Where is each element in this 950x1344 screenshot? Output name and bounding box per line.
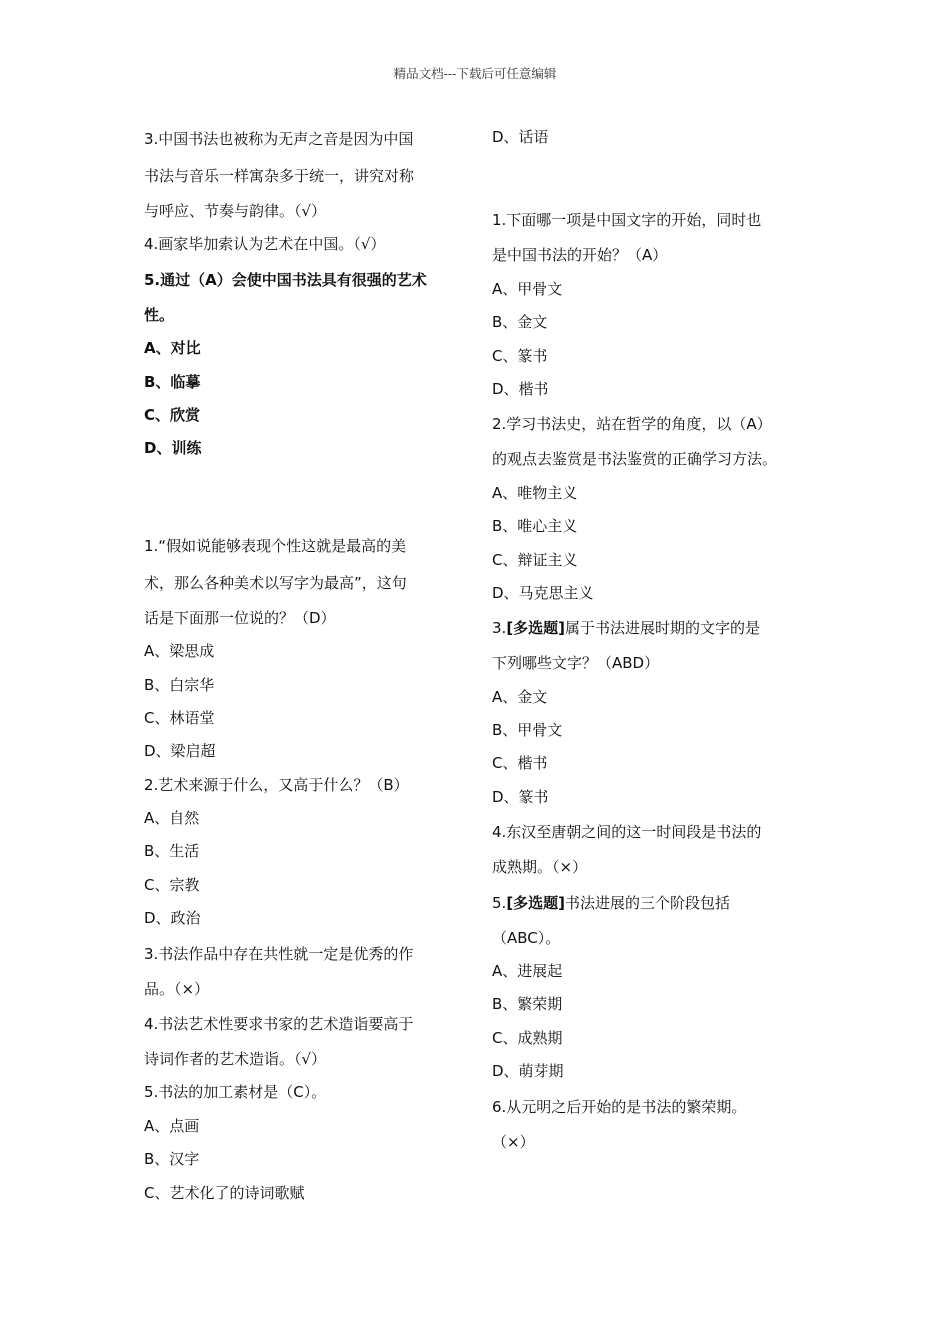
question-text: 4.东汉至唐朝之间的这一时间段是书法的 <box>492 823 762 842</box>
question-text: 1.下面哪一项是中国文字的开始，同时也 <box>492 211 762 230</box>
question-text: 性。 <box>144 305 175 324</box>
question-text: 5.通过（A）会使中国书法具有很强的艺术 <box>144 270 427 289</box>
question-text: （×） <box>492 1132 535 1151</box>
option-c: C、楷书 <box>492 754 548 773</box>
option-c: C、艺术化了的诗词歌赋 <box>144 1183 305 1202</box>
question-text: 与呼应、节奏与韵律。（√） <box>144 202 327 220</box>
question-text: 6.从元明之后开始的是书法的繁荣期。 <box>492 1097 747 1116</box>
left-column <box>144 121 462 1210</box>
option-b: B、临摹 <box>144 372 201 391</box>
page-header: 精品文档---下载后可任意编辑 <box>393 66 557 81</box>
question-text: 的观点去鉴赏是书法鉴赏的正确学习方法。 <box>492 450 778 469</box>
option-a: A、对比 <box>144 339 201 358</box>
question-text: 品。（×） <box>144 979 210 998</box>
question-text: 1.“假如说能够表现个性这就是最高的美 <box>144 536 407 555</box>
option-d: D、训练 <box>144 439 202 458</box>
question-text: 3.书法作品中存在共性就一定是优秀的作 <box>144 944 414 963</box>
option-b: B、金文 <box>492 313 548 332</box>
question-text: 是中国书法的开始？（A） <box>492 246 668 265</box>
option-a: A、梁思成 <box>144 642 215 661</box>
option-d: D、萌芽期 <box>492 1062 564 1081</box>
question-text: 2.学习书法史，站在哲学的角度，以（A） <box>492 415 772 434</box>
option-d: D、马克思主义 <box>492 583 594 602</box>
option-b: B、繁荣期 <box>492 995 563 1014</box>
option-d: D、梁启超 <box>144 742 216 761</box>
option-b: B、生活 <box>144 842 200 861</box>
option-c: C、成熟期 <box>492 1028 563 1047</box>
option-d: D、篆书 <box>492 787 549 806</box>
question-number: 5. <box>492 893 507 912</box>
option-d: D、话语 <box>492 128 549 146</box>
multi-choice-tag: [多选题] <box>506 893 566 912</box>
option-a: A、金文 <box>492 687 548 706</box>
question-number: 3. <box>492 619 507 638</box>
question-text: 3.中国书法也被称为无声之音是因为中国 <box>144 130 414 148</box>
option-a: A、自然 <box>144 809 200 828</box>
question-text: 诗词作者的艺术造诣。（√） <box>144 1050 327 1069</box>
option-d: D、楷书 <box>492 379 549 398</box>
multi-choice-tag: [多选题] <box>506 619 566 638</box>
question-text: 话是下面那一位说的？（D） <box>144 608 336 627</box>
question-body: 书法进展的三个阶段包括 <box>565 893 731 912</box>
option-c: C、林语堂 <box>144 708 215 727</box>
option-b: B、甲骨文 <box>492 721 563 740</box>
option-d: D、政治 <box>144 909 201 928</box>
question-text: 术，那么各种美术以写字为最高”，这句 <box>144 573 407 592</box>
question-text: 下列哪些文字？（ABD） <box>492 654 660 673</box>
question-body: 属于书法进展时期的文字的是 <box>565 619 761 638</box>
option-a: A、唯物主义 <box>492 483 578 502</box>
option-c: C、宗教 <box>144 875 200 894</box>
option-c: C、篆书 <box>492 346 548 365</box>
option-a: A、进展起 <box>492 962 563 981</box>
option-b: B、唯心主义 <box>492 517 578 536</box>
option-b: B、汉字 <box>144 1150 200 1169</box>
option-c: C、辩证主义 <box>492 550 578 569</box>
question-text: 4.画家毕加索认为艺术在中国。（√） <box>144 235 386 254</box>
right-column <box>492 121 822 1159</box>
question-text: 4.书法艺术性要求书家的艺术造诣要高于 <box>144 1015 414 1034</box>
question-text: 成熟期。（×） <box>492 858 588 877</box>
question-text: （ABC）。 <box>492 928 561 947</box>
question-text: 书法与音乐一样寓杂多于统一，讲究对称 <box>144 167 415 185</box>
option-a: A、甲骨文 <box>492 279 563 298</box>
option-c: C、欣赏 <box>144 405 201 424</box>
question-text: 2.艺术来源于什么，又高于什么？（B） <box>144 775 409 794</box>
question-text <box>492 610 822 647</box>
option-b: B、白宗华 <box>144 675 215 694</box>
question-text: 5.书法的加工素材是（C）。 <box>144 1083 327 1102</box>
option-a: A、点画 <box>144 1116 200 1135</box>
question-text <box>492 885 822 922</box>
